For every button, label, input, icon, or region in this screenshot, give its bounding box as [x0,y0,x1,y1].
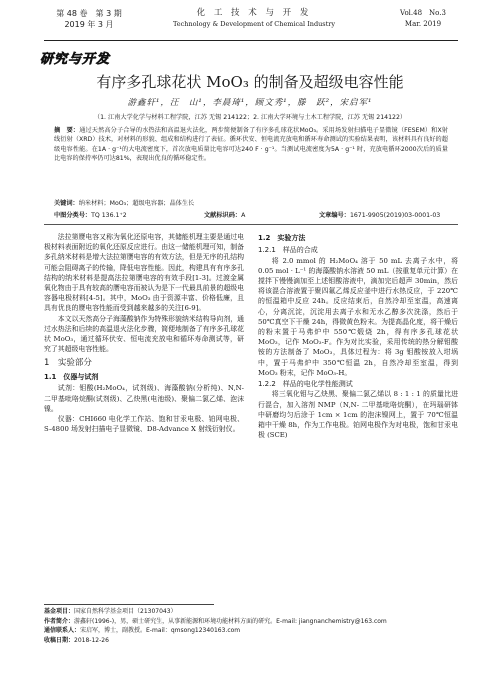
funding-text: 国家自然科学基金项目（21307043） [74,608,177,615]
section-1-heading: 1 实验部分 [44,358,92,369]
article-title: 有序多孔球花状 MoO₃ 的制备及超级电容性能 [96,73,404,91]
issue-info-en [388,8,458,30]
abstract-rule [44,224,458,225]
journal-name-cn: 化 工 技 术 与 开 发 [196,8,312,18]
abstract-text: 通过天然高分子合导的水热法和高温退火法化，两步简便制备了有序多孔球花状MoO₃。采用场发射扫描电子显微镜（FESEM）和X射线衍射（XRD）技术，对材料的形貌、组成和结构进行了表征。循环伏安、恒电流充放电和循环寿命测试的实验结果表明，该材料具有良好的超级电容性能。在1A · g⁻¹的大电流密度下，首次放电质量比电容可达240 F · g⁻¹。当测试电流密度为5A · g⁻¹ 时，充放电循环2000次后的质量比电容的保持率仍可达81%，表现出优良的循环稳定性。 [54,127,449,163]
date-en: Mar. 2019 [404,20,442,28]
journal-name-en: Technology & Development of Chemical Industry [172,20,336,28]
electrochem-paragraph: 将三氧化钼与乙炔黑、聚偏二氯乙烯以 8 : 1 : 1 的质量比进行混合，加入溶剂 NMP（N,N- 二甲基吡咯烷酮），在玛瑙研钵中研磨均匀后涂于 1cm × 1cm 的泡沫镍网上，置于 70℃恒温箱中干燥 8h，作为工作电极。铂网电极作为对电极，饱和甘汞电极 (SCE) [258,390,458,440]
contact-text: 宋启军，博士，副教授。E-mail：qmsong12340163.com [80,627,241,635]
author-list: 游鑫轩¹，汪 山¹，李晨琦¹，顾文秀¹，滕 跃²，宋启军¹ [127,98,373,108]
synthesis-paragraph: 将 2.0 mmol 的 H₂MoO₄ 溶于 50 mL 去离子水中，将 0.05 mol · L⁻¹ 的海藻酸钠水溶液 50 mL（按重复单元计算）在搅拌下慢慢滴加至上述钼酸溶液中，滴加完后超声 30min，然后将该混合溶液置于聚四氟乙烯反应釜中进行水热反应，于 220℃的恒温箱中反应 24h。反应结束后，自然冷却至室温，高速离心，分离沉淀，沉淀用去离子水和无水乙醇多次洗涤，然后于 50℃真空下干燥 24h，得微黄色粉末。为提高晶化度，将干燥后的粉末置于马弗炉中 550℃煅烧 2h，得有序多孔球花状 MoO₃，记作 MoO₃-F。作为对比实验，采用传统的热分解钼酸铵的方法制备了 MoO₃，具体过程为：将 3g 钼酸铵放入坩埚中，置于马弗炉中 350℃恒温 2h，自然冷却至室温，得到 MoO₃ 粉末，记作 MoO₃-H。 [258,256,458,377]
document-code [204,210,245,219]
author-text: 游鑫轩(1996-)，男，硕士研究生，从事新能源和环境功能材料方面的研究。E-mail: jiangnanchemistry@163.com [74,617,387,625]
intro-paragraph-1: 法拉第赝电容又称为氧化还原电容，其储能机理主要是通过电极材料表面附近的氧化还原反应进行。由这一储能机理可知，制备多孔纳米材料是增大法拉第赝电容的有效方法，但是无序的孔结构可能会阻碍离子的传输，降低电容性能。因此，构建具有有序多孔结构的纳米材料是提高法拉第赝电容的有效手段[1-3]。过渡金属氧化物由于具有较高的赝电容而被认为是下一代最具前景的超级电容器电极材料[4-5]。其中，MoO₃ 由于资源丰富、价格低廉，且具有优良的赝电容性能而受到越来越多的关注[6-9]。 [44,233,244,313]
received-text: 2018-12-26 [74,636,109,644]
section-1-2-2-heading: 1.2.2 样品的电化学性能测试 [258,379,353,388]
abstract-label: 摘 要： [54,127,80,134]
footnotes [44,607,458,645]
classification-row [54,210,448,220]
column-tag: 研究与开发 [40,52,111,67]
affiliations: （1. 江南大学化学与材料工程学院，江苏 无锡 214122；2. 江南大学环境与土木工程学院，江苏 无锡 214122） [93,114,407,121]
instruments-paragraph: 仪器：CHI660 电化学工作站、饱和甘汞电极、铂网电极、S-4800 场发射扫描电子显微镜、D8-Advance X 射线衍射仪。 [44,415,244,434]
funding-note [44,607,458,617]
received-label: 收稿日期： [44,636,75,644]
intro-paragraph-2: 本文以天然高分子海藻酸钠作为特殊形貌纳米结构导向剂，通过水热法和后续的高温退火法化步骤，简便地制备了有序多孔球花状 MoO₃，通过循环伏安、恒电流充放电和循环寿命测试等，研究了其超级电容性能。 [44,314,244,354]
body-column-left [44,232,244,434]
section-1-2-1-heading: 1.2.1 样品的合成 [258,246,318,254]
author-note [44,617,458,627]
clc-label: 中图分类号： [54,212,92,219]
reagents-paragraph: 试剂：钼酸(H₂MoO₄，试剂级)、海藻酸钠(分析纯)、N,N- 二甲基吡咯烷酮(试剂级)、乙炔黑(电池级)、聚偏二氯乙烯、泡沫镍。 [44,384,244,413]
keywords-label: 关键词： [54,200,79,207]
section-1-1-heading: 1.1 仪器与试剂 [44,373,99,382]
doc-code-value: A [241,212,246,219]
issue-info-cn [44,8,134,30]
keywords [54,199,448,208]
article-number [319,210,440,219]
keywords-text: 纳米材料；MoO₃；超级电容器；晶体生长 [78,200,195,207]
volume-cn: 第 48 卷 第 3 期 [56,9,122,18]
contact-note [44,626,458,636]
clc-value: TQ 136.1⁺2 [91,212,127,219]
article-no-value: 1671-9905(2019)03-0001-03 [349,212,441,219]
funding-label: 基金项目： [44,608,75,615]
date-cn: 2019 年 3 月 [64,20,114,29]
running-header [44,8,458,38]
section-1-2-heading: 1.2 实验方法 [258,234,306,242]
article-no-label: 文章编号： [319,212,350,219]
author-label: 作者简介： [44,617,75,625]
contact-label: 通信联系人： [44,627,81,635]
doc-code-label: 文献标识码： [204,212,242,219]
volume-en: Vol.48 No.3 [400,9,446,17]
footnote-rule [44,604,214,605]
clc [54,210,127,219]
abstract [54,126,448,164]
journal-name [154,8,354,29]
received-note [44,636,458,646]
body-column-right [258,232,458,440]
header-rule [44,40,458,41]
